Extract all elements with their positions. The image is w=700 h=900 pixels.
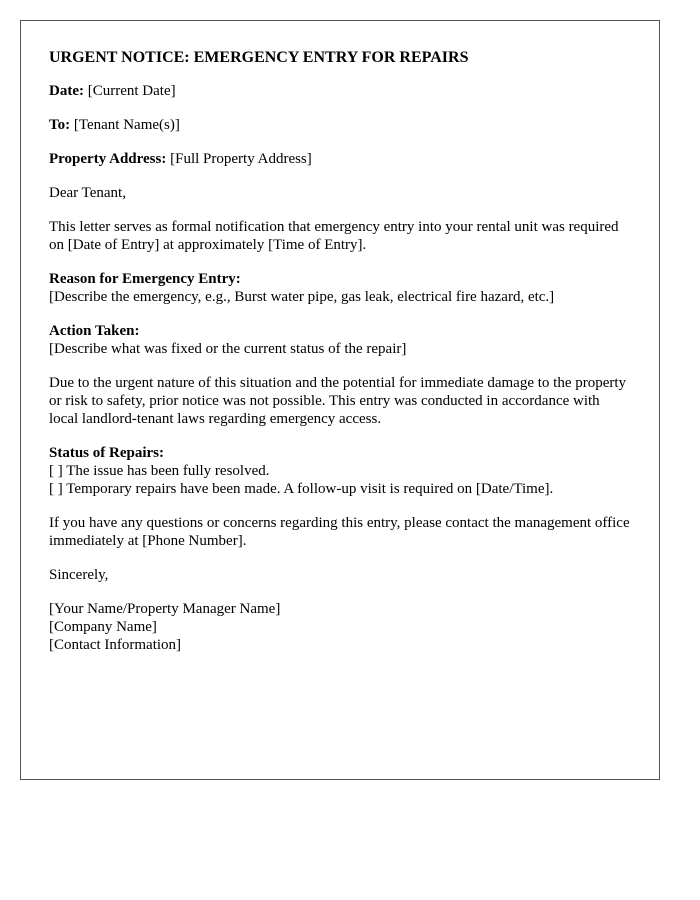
to-value: [Tenant Name(s)] <box>73 117 180 133</box>
action-value: [Describe what was fixed or the current status of the repair] <box>49 341 407 357</box>
signature-company: [Company Name] <box>49 619 157 635</box>
letter <box>20 20 660 780</box>
to-line <box>49 116 631 134</box>
action-label: Action Taken: <box>49 323 140 339</box>
property-address-line <box>49 150 631 168</box>
closing: Sincerely, <box>49 567 109 583</box>
date-label: Date: <box>49 83 84 99</box>
property-address-value: [Full Property Address] <box>170 151 312 167</box>
date-line <box>49 82 631 100</box>
status-option-resolved: [ ] The issue has been fully resolved. <box>49 463 270 479</box>
salutation: Dear Tenant, <box>49 185 126 201</box>
intro-paragraph: This letter serves as formal notification that emergency entry into your rental unit was required on [Date of Entry] at approximately [Time of Entry]. <box>49 219 619 253</box>
status-section <box>49 444 631 498</box>
signature-contact: [Contact Information] <box>49 637 182 653</box>
reason-value: [Describe the emergency, e.g., Burst water pipe, gas leak, electrical fire hazard, etc.] <box>49 289 555 305</box>
signature-block <box>49 600 631 654</box>
to-label: To: <box>49 117 71 133</box>
signature-name: [Your Name/Property Manager Name] <box>49 601 281 617</box>
date-value: [Current Date] <box>87 83 176 99</box>
urgency-paragraph: Due to the urgent nature of this situation and the potential for immediate damage to the property or risk to safety, prior notice was not possible. This entry was conducted in accordance with local landlord-tenant laws regarding emergency access. <box>49 375 627 427</box>
contact-paragraph: If you have any questions or concerns regarding this entry, please contact the management office immediately at [Phone Number]. <box>49 515 630 549</box>
status-option-temporary: [ ] Temporary repairs have been made. A follow-up visit is required on [Date/Time]. <box>49 481 554 497</box>
property-address-label: Property Address: <box>49 151 167 167</box>
status-label: Status of Repairs: <box>49 445 164 461</box>
reason-section <box>49 270 631 306</box>
action-section <box>49 322 631 358</box>
reason-label: Reason for Emergency Entry: <box>49 271 241 287</box>
letter-title: URGENT NOTICE: EMERGENCY ENTRY FOR REPAIRS <box>49 49 469 66</box>
